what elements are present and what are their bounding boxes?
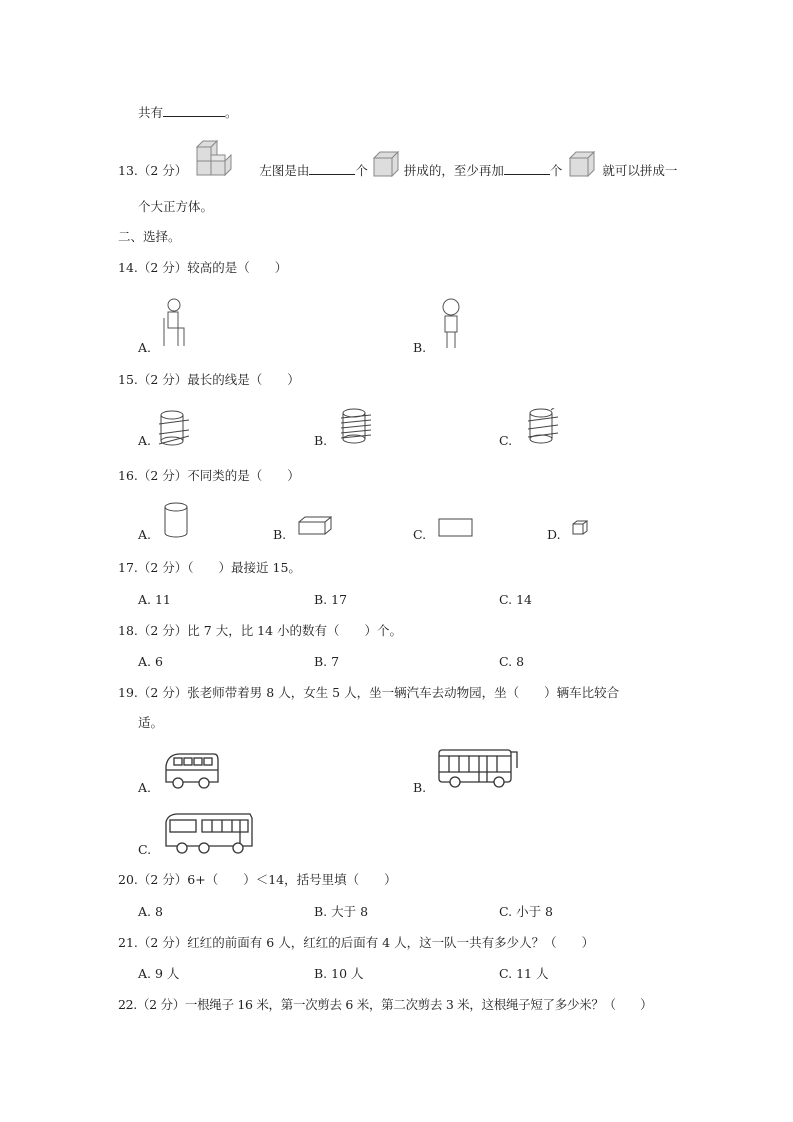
q12-text: 共有 <box>138 105 164 120</box>
stacked-cubes-slot <box>187 163 259 175</box>
option-a[interactable]: A. <box>138 527 152 542</box>
answer-blank[interactable] <box>504 162 550 175</box>
q16-stem: 16.（2 分）不同类的是（ ） <box>118 468 300 483</box>
q12-tail <box>138 104 238 121</box>
q15-stem: 15.（2 分）最长的线是（ ） <box>118 372 300 387</box>
option-b[interactable]: B. <box>413 780 427 795</box>
standing-boy-icon <box>437 298 465 350</box>
q19-stem: 19.（2 分）张老师带着男 8 人，女生 5 人，坐一辆汽车去动物园，坐（ ）辆车比较合 <box>118 685 620 700</box>
q14-stem: 14.（2 分）较高的是（ ） <box>118 260 288 275</box>
q13-text: 拼成的，至少再加 <box>403 163 504 178</box>
answer-blank[interactable] <box>309 162 355 175</box>
q13-text: 左图是由 <box>259 163 310 178</box>
q13-text: 个 <box>355 163 368 178</box>
option-b[interactable]: B. <box>273 527 287 542</box>
option-a[interactable]: A. <box>138 340 152 355</box>
stacked-cubes-icon <box>195 139 235 177</box>
option-c[interactable]: C. 11 人 <box>499 966 549 981</box>
option-a[interactable]: A. <box>138 433 152 448</box>
option-c[interactable]: C. 14 <box>499 592 532 607</box>
q21-stem: 21.（2 分）红红的前面有 6 人，红红的后面有 4 人，这一队一共有多少人？（ ） <box>118 935 595 950</box>
option-d[interactable]: D. <box>547 527 561 542</box>
city-bus-icon <box>437 748 521 790</box>
seated-boy-icon <box>160 298 188 350</box>
wound-cylinder-icon <box>340 408 374 444</box>
cube-slot <box>562 163 602 175</box>
option-c[interactable]: C. <box>413 527 427 542</box>
q18-stem: 18.（2 分）比 7 大，比 14 小的数有（ ）个。 <box>118 623 403 638</box>
wound-cylinder-icon <box>158 410 192 446</box>
option-a[interactable]: A. 9 人 <box>138 966 180 981</box>
option-b[interactable]: B. 10 人 <box>314 966 364 981</box>
option-c[interactable]: C. 小于 8 <box>499 904 553 919</box>
q20-stem: 20.（2 分）6+（ ）＜14，括号里填（ ） <box>118 872 397 887</box>
rectangle-icon <box>438 518 474 538</box>
cuboid-icon <box>298 516 332 536</box>
option-a[interactable]: A. 11 <box>138 592 171 607</box>
cube-slot <box>368 163 404 175</box>
option-a[interactable]: A. <box>138 780 152 795</box>
q22-stem: 22.（2 分）一根绳子 16 米，第一次剪去 6 米，第二次剪去 3 米，这根绳子短了多少米？（ ） <box>118 997 653 1012</box>
minibus-icon <box>162 752 220 790</box>
q19-stem-cont: 适。 <box>138 715 164 730</box>
cube-icon <box>373 151 399 177</box>
option-a[interactable]: A. 6 <box>138 654 163 669</box>
option-b[interactable]: B. 7 <box>314 654 340 669</box>
large-bus-icon <box>160 810 256 856</box>
answer-blank[interactable] <box>163 104 225 117</box>
q17-stem: 17.（2 分）（ ）最接近 15。 <box>118 560 301 575</box>
cylinder-icon <box>163 502 189 538</box>
q13-text: 个大正方体。 <box>138 199 214 214</box>
option-b[interactable]: B. <box>413 340 427 355</box>
q13-line <box>118 162 677 179</box>
wound-cylinder-icon <box>527 408 561 444</box>
option-c[interactable]: C. 8 <box>499 654 525 669</box>
q13-text: 就可以拼成一 <box>602 163 678 178</box>
option-b[interactable]: B. 17 <box>314 592 348 607</box>
q13-text: 个 <box>549 163 563 178</box>
section-heading: 二、选择。 <box>118 229 181 244</box>
cube-icon <box>569 151 595 177</box>
small-cube-icon <box>572 520 588 536</box>
option-b[interactable]: B. 大于 8 <box>314 904 369 919</box>
option-b[interactable]: B. <box>314 433 328 448</box>
option-c[interactable]: C. <box>499 433 513 448</box>
q13-number: 13.（2 分） <box>118 163 188 178</box>
option-a[interactable]: A. 8 <box>138 904 163 919</box>
option-c[interactable]: C. <box>138 842 152 857</box>
q12-end: 。 <box>225 105 238 120</box>
